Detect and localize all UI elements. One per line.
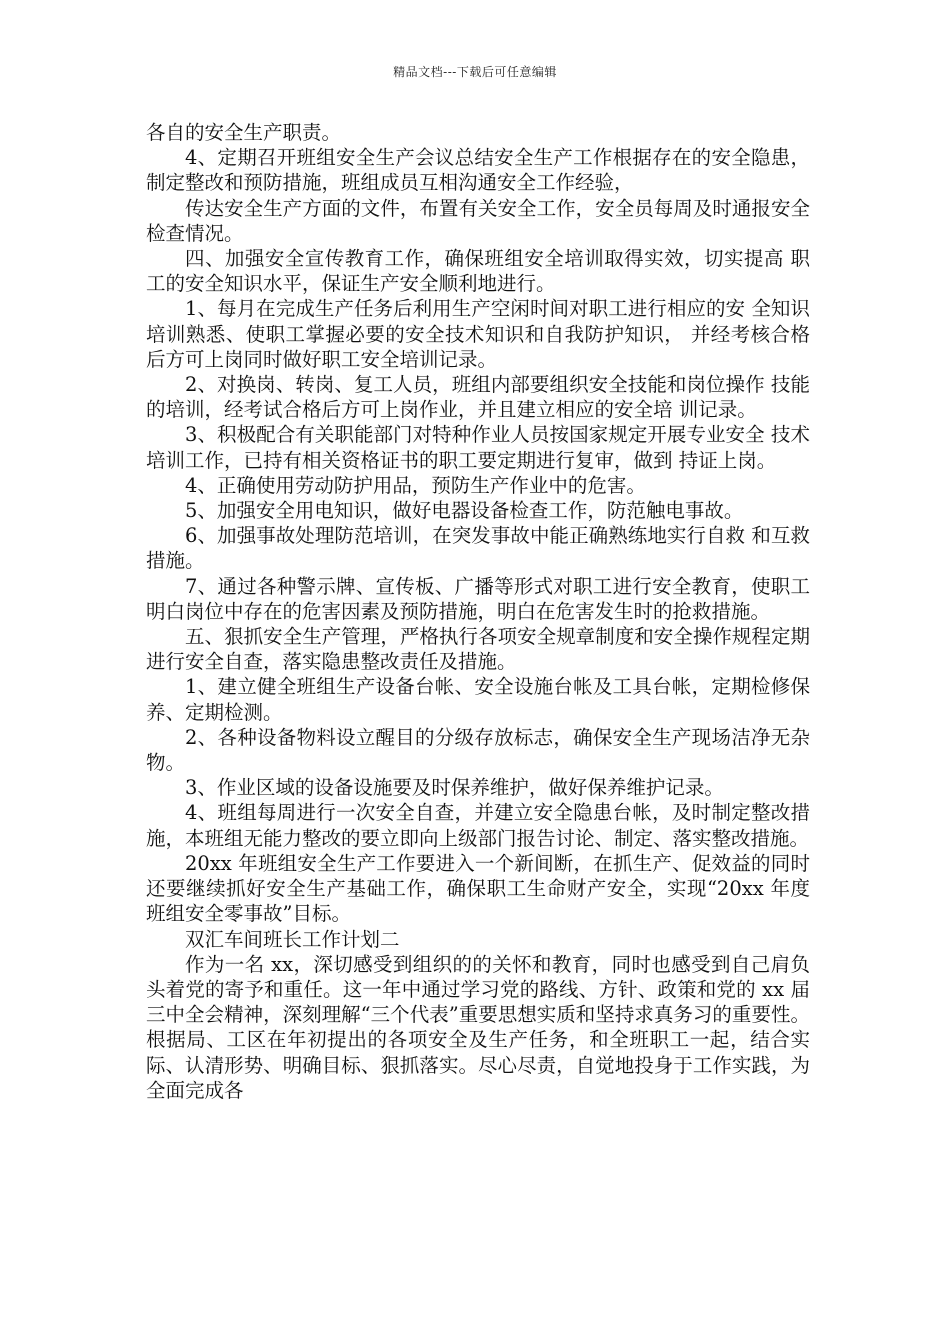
paragraph: 1、建立健全班组生产设备台帐、安全设施台帐及工具台帐，定期检修保养、定期检测。	[146, 675, 810, 724]
paragraph: 4、定期召开班组安全生产会议总结安全生产工作根据存在的安全隐患，制定整改和预防措施，班组成员互相沟通安全工作经验，	[146, 146, 810, 195]
paragraph: 1、每月在完成生产任务后利用生产空闲时间对职工进行相应的安 全知识培训熟悉、使职工掌握必要的安全技术知识和自我防护知识， 并经考核合格后方可上岗同时做好职工安全培训记录。	[146, 297, 810, 371]
paragraph: 7、通过各种警示牌、宣传板、广播等形式对职工进行安全教育，使职工明白岗位中存在的危害因素及预防措施，明白在危害发生时的抢救措施。	[146, 574, 810, 623]
paragraph: 3、作业区域的设备设施要及时保养维护，做好保养维护记录。	[185, 776, 724, 800]
paragraph: 3、积极配合有关职能部门对特种作业人员按国家规定开展专业安全 技术培训工作，已持有相关资格证书的职工要定期进行复审，做到 持证上岗。	[146, 423, 810, 472]
paragraph: 作为一名 xx，深切感受到组织的的关怀和教育，同时也感受到自己肩负头着党的寄予和重任。这一年中通过学习党的路线、方针、政策和党的 xx 届三中全会精神，深刻理解“三个代表”重要思想实质和坚持求真务习的重要性。根据局、工区在年初提出的各项安全及生产任务，和全班职工一起，结合实际、认清形势、明确目标、狠抓落实。尽心尽责，自觉地投身于工作实践，为全面完成各	[146, 952, 810, 1102]
paragraph: 5、加强安全用电知识，做好电器设备检查工作，防范触电事故。	[185, 499, 744, 523]
page-header: 精品文档---下载后可任意编辑	[393, 65, 557, 79]
paragraph: 2、对换岗、转岗、复工人员，班组内部要组织安全技能和岗位操作 技能的培训，经考试合格后方可上岗作业，并且建立相应的安全培 训记录。	[146, 373, 810, 422]
paragraph: 传达安全生产方面的文件，布置有关安全工作，安全员每周及时通报安全检查情况。	[146, 196, 810, 245]
paragraph: 2、各种设备物料设立醒目的分级存放标志，确保安全生产现场洁净无杂物。	[146, 725, 810, 775]
document-body	[146, 120, 810, 1103]
paragraph: 4、正确使用劳动防护用品，预防生产作业中的危害。	[185, 473, 646, 497]
paragraph: 各自的安全生产职责。	[146, 121, 342, 144]
paragraph: 20xx 年班组安全生产工作要进入一个新间断，在抓生产、促效益的同时还要继续抓好安全生产基础工作，确保职工生命财产安全，实现“20xx 年度班组安全零事故”目标。	[146, 851, 810, 926]
section-heading: 双汇车间班长工作计划二	[185, 927, 400, 951]
paragraph: 4、班组每周进行一次安全自查，并建立安全隐患台帐，及时制定整改措施，本班组无能力整改的要立即向上级部门报告讨论、制定、落实整改措施。	[146, 801, 810, 850]
paragraph: 五、狠抓安全生产管理，严格执行各项安全规章制度和安全操作规程定期进行安全自查，落实隐患整改责任及措施。	[146, 625, 810, 674]
paragraph: 四、加强安全宣传教育工作，确保班组安全培训取得实效，切实提高 职工的安全知识水平，保证生产安全顺利地进行。	[146, 247, 810, 296]
paragraph: 6、加强事故处理防范培训，在突发事故中能正确熟练地实行自救 和互救措施。	[146, 524, 810, 573]
